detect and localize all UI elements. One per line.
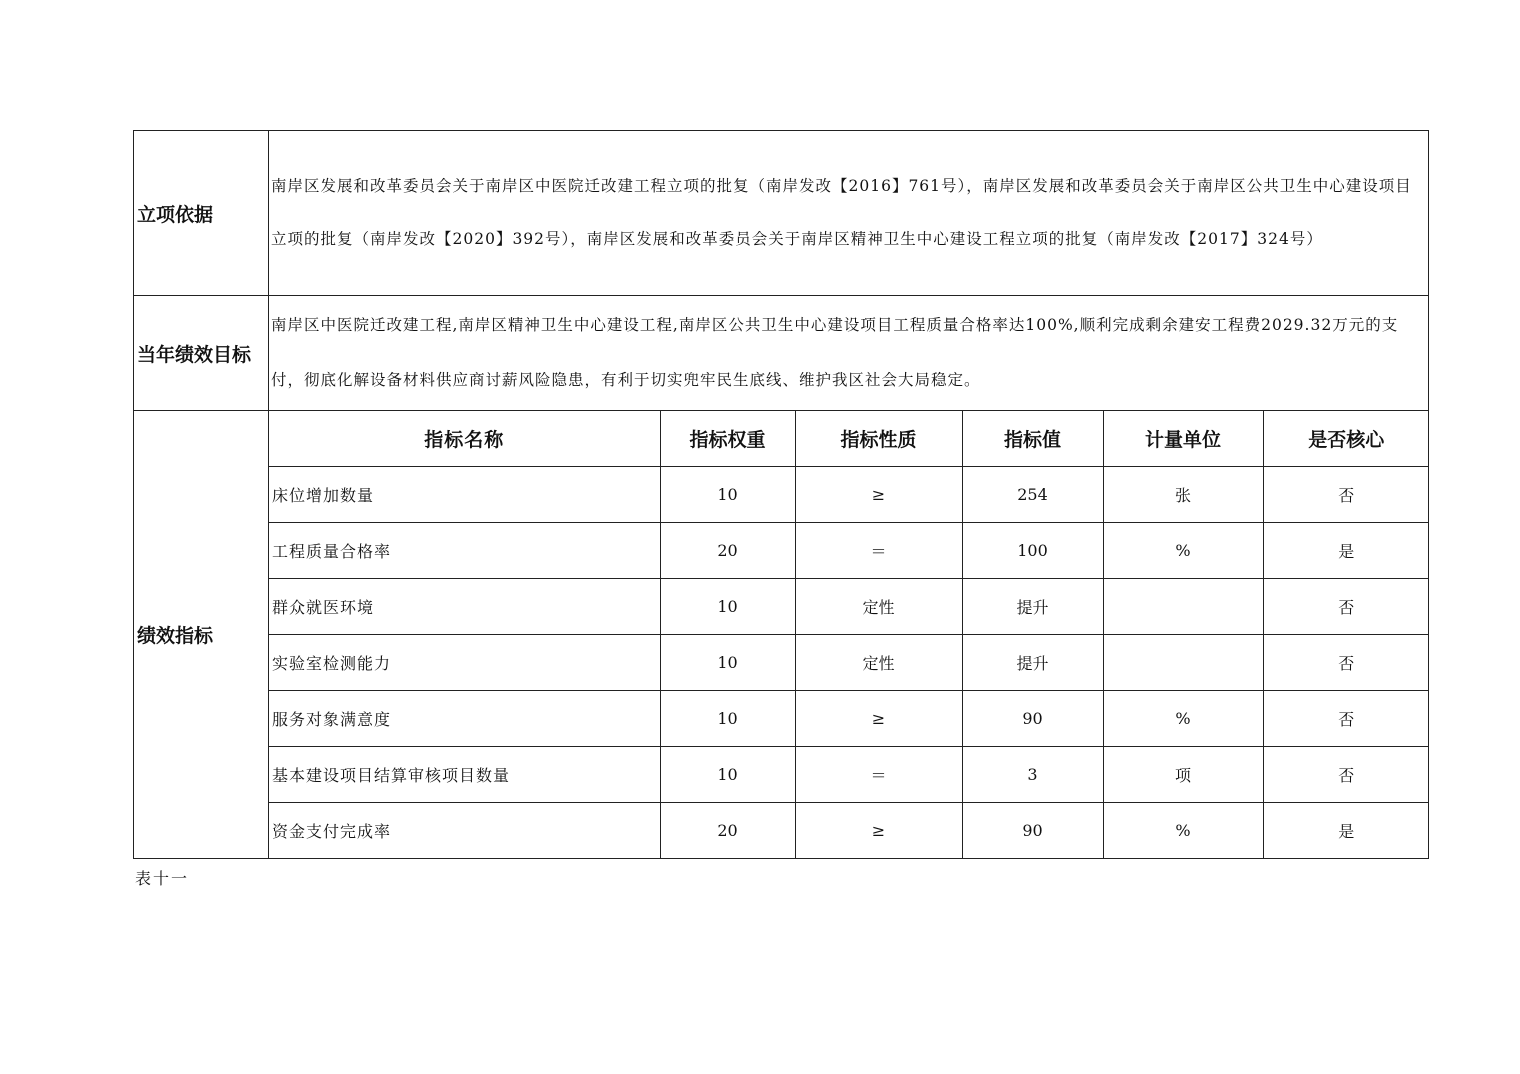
table-row [269,803,1429,859]
indicator-core: 是 [1263,803,1429,859]
indicator-name: 基本建设项目结算审核项目数量 [269,747,660,803]
table-row [269,691,1429,747]
indicator-value: 100 [962,523,1103,579]
indicator-unit [1103,635,1263,691]
indicator-unit [1103,579,1263,635]
indicator-core: 否 [1263,635,1429,691]
table-row [269,635,1429,691]
indicator-unit: % [1103,691,1263,747]
indicators-header-row [269,411,1429,467]
indicator-value: 90 [962,803,1103,859]
indicator-unit: % [1103,803,1263,859]
goal-row [134,296,1429,411]
indicator-core: 否 [1263,691,1429,747]
header-unit: 计量单位 [1103,411,1263,467]
table-row [269,467,1429,523]
indicator-weight: 10 [660,691,795,747]
indicators-cell [269,411,1429,859]
header-indicator-weight: 指标权重 [660,411,795,467]
table-row [269,523,1429,579]
indicator-weight: 20 [660,523,795,579]
indicator-nature: ≥ [795,467,962,523]
goal-text: 南岸区中医院迁改建工程,南岸区精神卫生中心建设工程,南岸区公共卫生中心建设项目工程质量合格率达100%,顺利完成剩余建安工程费2029.32万元的支付，彻底化解设备材料供应商讨薪风险隐患，有利于切实兜牢民生底线、维护我区社会大局稳定。 [269,296,1429,411]
indicator-unit: 张 [1103,467,1263,523]
table-row [269,747,1429,803]
table-caption: 表十一 [135,869,190,888]
basis-label: 立项依据 [134,131,269,296]
indicator-weight: 10 [660,747,795,803]
indicator-nature: ≥ [795,691,962,747]
indicator-value: 254 [962,467,1103,523]
indicator-nature: ＝ [795,747,962,803]
indicator-weight: 10 [660,467,795,523]
indicator-name: 服务对象满意度 [269,691,660,747]
basis-row [134,131,1429,296]
indicator-nature: ≥ [795,803,962,859]
indicator-core: 否 [1263,467,1429,523]
indicator-weight: 10 [660,579,795,635]
header-indicator-nature: 指标性质 [795,411,962,467]
indicator-weight: 10 [660,635,795,691]
indicator-name: 实验室检测能力 [269,635,660,691]
indicator-unit: % [1103,523,1263,579]
header-indicator-value: 指标值 [962,411,1103,467]
indicator-core: 是 [1263,523,1429,579]
indicator-value: 90 [962,691,1103,747]
indicators-label: 绩效指标 [134,411,269,859]
indicators-table [269,411,1429,858]
indicator-nature: 定性 [795,579,962,635]
basis-text: 南岸区发展和改革委员会关于南岸区中医院迁改建工程立项的批复（南岸发改【2016】761号），南岸区发展和改革委员会关于南岸区公共卫生中心建设项目立项的批复（南岸发改【2020】392号），南岸区发展和改革委员会关于南岸区精神卫生中心建设工程立项的批复（南岸发改【2017】324号） [269,131,1429,296]
indicator-core: 否 [1263,747,1429,803]
indicator-unit: 项 [1103,747,1263,803]
header-indicator-name: 指标名称 [269,411,660,467]
table-row [269,579,1429,635]
indicator-nature: ＝ [795,523,962,579]
indicator-value: 提升 [962,635,1103,691]
goal-label: 当年绩效目标 [134,296,269,411]
indicator-name: 工程质量合格率 [269,523,660,579]
performance-table [133,130,1429,859]
indicators-row [134,411,1429,859]
indicator-value: 提升 [962,579,1103,635]
indicator-weight: 20 [660,803,795,859]
header-is-core: 是否核心 [1263,411,1429,467]
indicator-core: 否 [1263,579,1429,635]
indicator-name: 资金支付完成率 [269,803,660,859]
indicator-nature: 定性 [795,635,962,691]
indicator-value: 3 [962,747,1103,803]
indicator-name: 群众就医环境 [269,579,660,635]
indicator-name: 床位增加数量 [269,467,660,523]
